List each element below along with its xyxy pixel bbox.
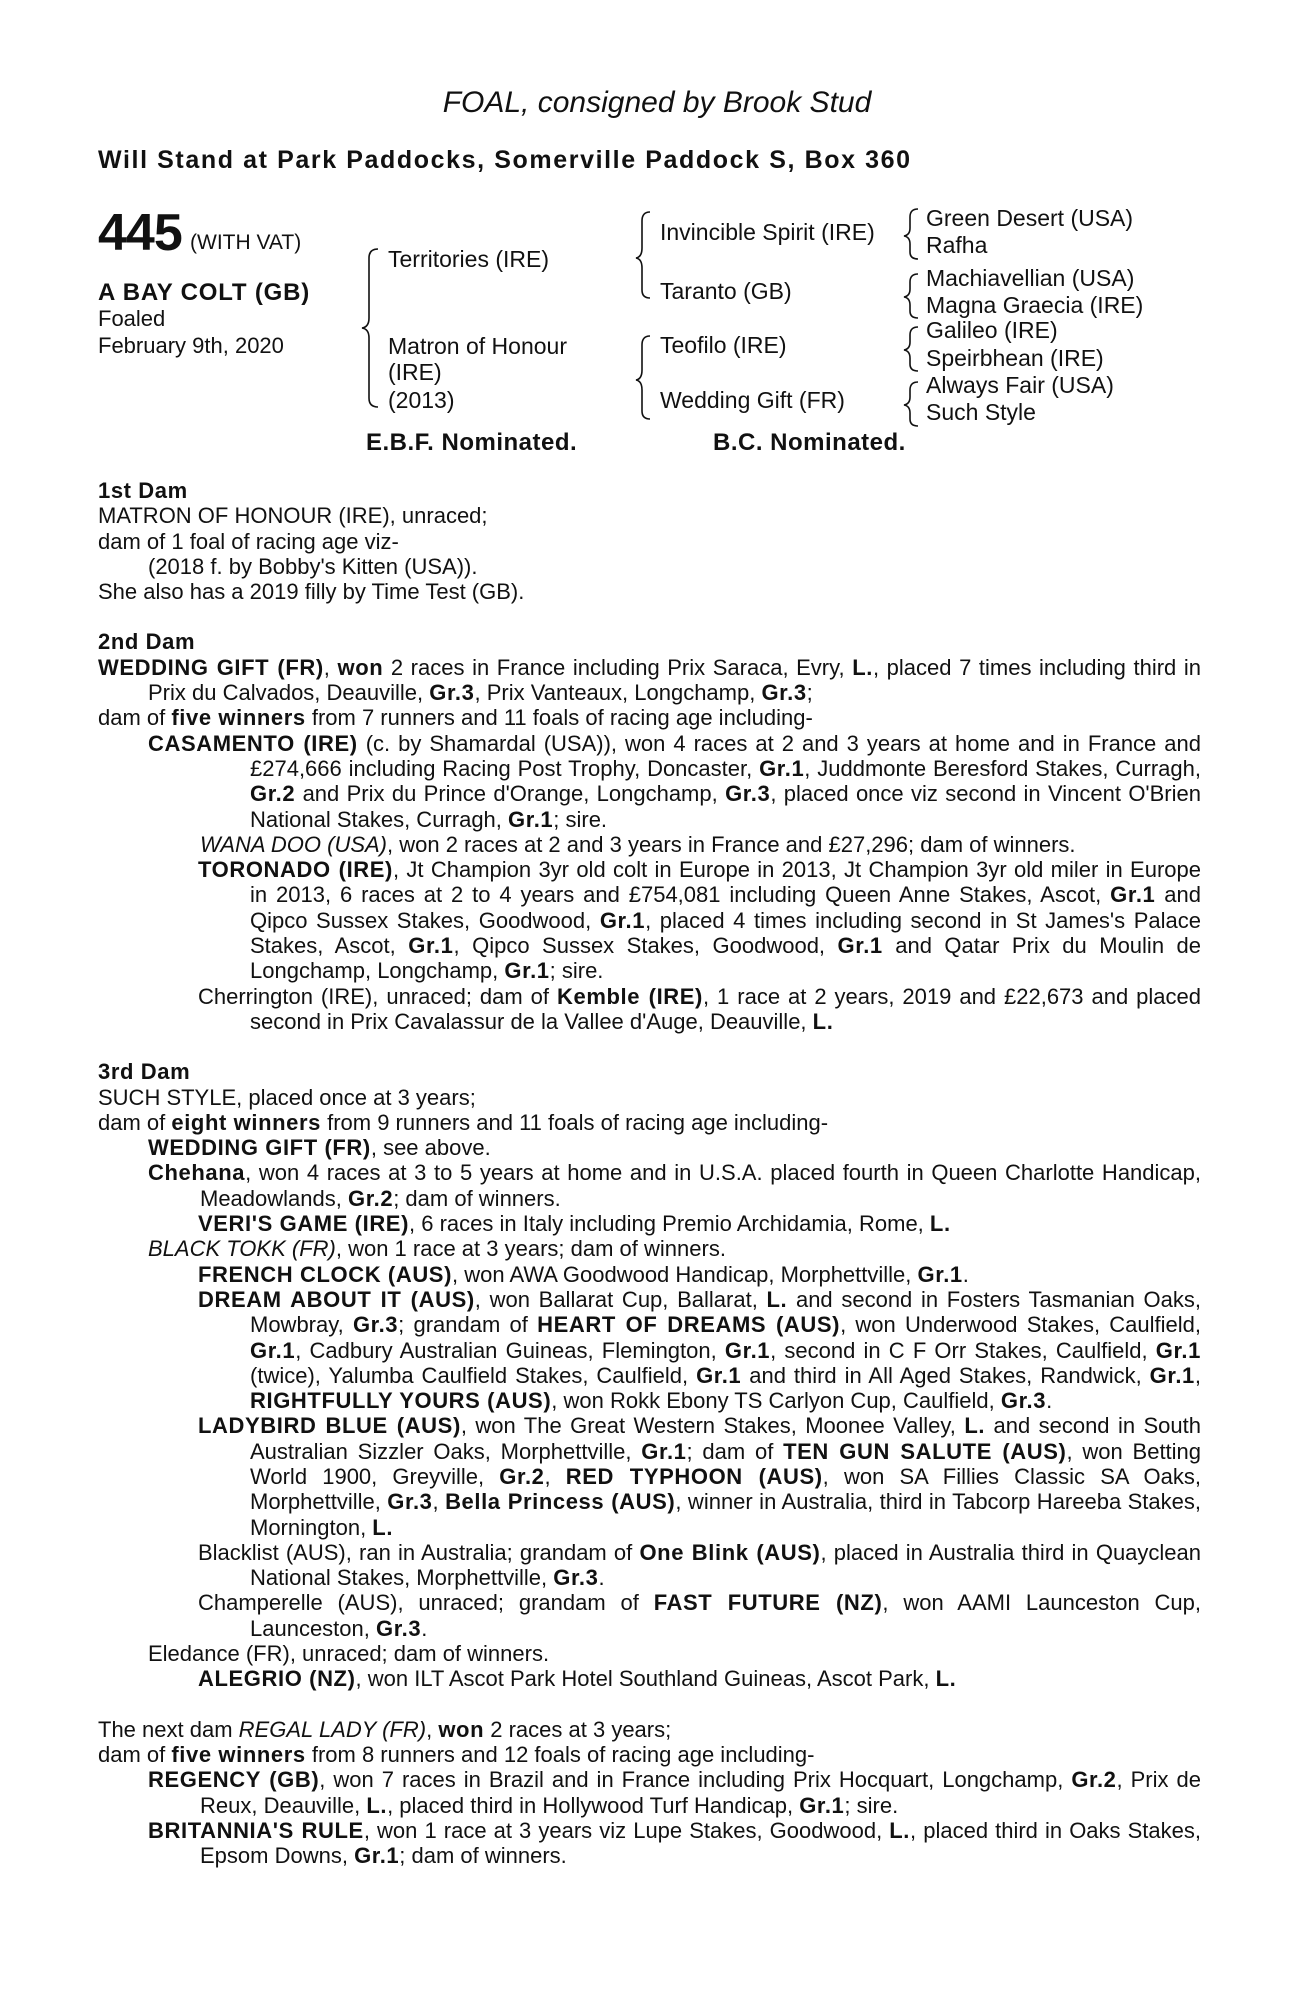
- text-run: , won Underwood Stakes, Caulfield,: [840, 1312, 1201, 1338]
- bold-run: DREAM ABOUT IT (AUS): [198, 1286, 475, 1312]
- first-dam-line: dam of 1 foal of racing age viz-: [98, 528, 399, 554]
- text-run: , won Rokk Ebony TS Carlyon Cup, Caulfield,: [551, 1388, 1001, 1414]
- pedigree-dam-sire: Teofilo (IRE): [660, 332, 787, 358]
- bracket-sire-dam: [362, 249, 378, 407]
- produce-entry: [198, 1590, 1201, 1641]
- vat-note: (WITH VAT): [190, 231, 302, 254]
- text-run: and Prix du Prince d'Orange, Longchamp,: [295, 781, 726, 807]
- first-dam-line: MATRON OF HONOUR (IRE), unraced;: [98, 503, 488, 529]
- bold-run: RED TYPHOON (AUS): [565, 1463, 823, 1489]
- bold-run: Gr.3: [429, 680, 475, 706]
- bold-run: RIGHTFULLY YOURS (AUS): [250, 1388, 552, 1414]
- text-run: (twice), Yalumba Caulfield Stakes, Caulfield,: [250, 1362, 697, 1388]
- produce-entry: [148, 1767, 1201, 1818]
- text-run: , Juddmonte Beresford Stakes, Curragh,: [804, 755, 1201, 781]
- text-run: ; sire.: [549, 958, 604, 984]
- text-run: ,: [1194, 1362, 1201, 1388]
- pedigree-dds: Always Fair (USA): [926, 372, 1114, 398]
- bracket-dam-parents: [636, 336, 650, 419]
- bold-run: WEDDING GIFT (FR): [98, 654, 324, 680]
- bold-run: L.: [935, 1666, 957, 1692]
- produce-entry: [98, 1135, 1201, 1160]
- pedigree-ssd: Rafha: [926, 232, 988, 258]
- pedigree-sire-dam: Taranto (GB): [660, 278, 792, 304]
- produce-entry: [98, 1666, 1201, 1691]
- foaled-label: Foaled: [98, 306, 166, 331]
- text-run: .: [962, 1261, 969, 1287]
- bold-run: TEN GUN SALUTE (AUS): [783, 1438, 1067, 1464]
- next-dam-record: [98, 1717, 1201, 1742]
- bold-run: Gr.3: [1000, 1388, 1047, 1414]
- text-run: dam of: [98, 705, 172, 731]
- second-dam-record: [98, 655, 1201, 706]
- text-run: 2 races at 3 years;: [484, 1716, 672, 1742]
- bold-run: Gr.3: [761, 680, 807, 706]
- produce-entry: [98, 1262, 1201, 1287]
- text-run: dam of: [98, 1109, 172, 1135]
- first-dam-note: She also has a 2019 filly by Time Test (GB).: [98, 579, 525, 605]
- bold-run: LADYBIRD BLUE (AUS): [198, 1413, 461, 1439]
- text-run: , 1 race at 2 years, 2019 and £22,673 and placed second in Prix Cavalassur de la Vallee d'Auge, Deauville,: [250, 983, 1201, 1034]
- text-run: , won Betting World 1900, Greyville,: [250, 1438, 1202, 1489]
- third-dam-record: [98, 1085, 1201, 1110]
- text-run: ; sire.: [553, 806, 608, 832]
- produce-entry: [148, 1160, 1201, 1211]
- pedigree-ddd: Such Style: [926, 399, 1036, 425]
- bracket-sd-parents: [904, 274, 918, 318]
- bold-run: HEART OF DREAMS (AUS): [537, 1312, 841, 1338]
- bold-run: Gr.1: [250, 1337, 296, 1363]
- third-dam-heading: 3rd Dam: [98, 1059, 191, 1085]
- text-run: (c. by Shamardal (USA)), won 4 races at 2 and 3 years at home and in France and £274,666 including Racing Post Trophy, Doncaster,: [250, 730, 1201, 781]
- bold-run: Gr.1: [599, 907, 646, 933]
- produce-entry: [98, 1236, 1201, 1261]
- bold-run: L.: [964, 1413, 986, 1439]
- produce-entry: [98, 832, 1201, 857]
- bold-run: Gr.3: [553, 1565, 599, 1591]
- text-run: ;: [806, 680, 813, 706]
- bold-run: L.: [812, 1008, 834, 1034]
- bold-run: TORONADO (IRE): [198, 857, 393, 883]
- text-run: from 9 runners and 11 foals of racing age including-: [320, 1109, 829, 1135]
- pedigree-dam-year: (2013): [388, 387, 455, 413]
- text-run: ; dam of: [686, 1438, 784, 1464]
- bold-run: L.: [366, 1792, 388, 1818]
- text-run: SUCH STYLE, placed once at 3 years;: [98, 1084, 476, 1110]
- bold-run: Gr.1: [508, 806, 554, 832]
- stand-location: Will Stand at Park Paddocks, Somerville Paddock S, Box 360: [98, 146, 912, 174]
- pedigree-dam-country: (IRE): [388, 359, 442, 385]
- foaled-date: February 9th, 2020: [98, 333, 284, 358]
- bold-run: eight winners: [171, 1109, 321, 1135]
- bold-run: VERI'S GAME (IRE): [198, 1211, 410, 1237]
- bold-run: L.: [889, 1817, 911, 1843]
- bold-run: CASAMENTO (IRE): [148, 730, 358, 756]
- bold-run: Gr.3: [352, 1312, 399, 1338]
- bold-run: Gr.2: [250, 781, 296, 807]
- text-run: 2 races in France including Prix Saraca, Evry,: [383, 654, 853, 680]
- text-run: , placed once viz second in Vincent O'Brien National Stakes, Curragh,: [250, 781, 1201, 832]
- bold-run: FRENCH CLOCK (AUS): [198, 1261, 453, 1287]
- bold-run: Gr.3: [375, 1615, 422, 1641]
- bold-run: won: [337, 654, 384, 680]
- text-run: , won 7 races in Brazil and in France including Prix Hocquart, Longchamp,: [319, 1767, 1072, 1793]
- bold-run: FAST FUTURE (NZ): [653, 1590, 883, 1616]
- text-run: The next dam: [98, 1716, 239, 1742]
- pedigree-sire: Territories (IRE): [388, 246, 550, 272]
- bold-run: Gr.1: [408, 933, 454, 959]
- text-run: , see above.: [370, 1135, 491, 1161]
- bold-run: Gr.1: [724, 1337, 771, 1363]
- bold-run: L.: [372, 1514, 394, 1540]
- bold-run: L.: [852, 654, 873, 680]
- bc-nominated: B.C. Nominated.: [713, 429, 906, 456]
- text-run: Champerelle (AUS), unraced; grandam of: [198, 1590, 654, 1616]
- text-run: and second in South Australian Sizzler Oaks, Morphettville,: [250, 1413, 1201, 1464]
- text-run: dam of: [98, 1741, 172, 1767]
- bold-run: ALEGRIO (NZ): [198, 1666, 356, 1692]
- bold-run: Gr.1: [799, 1792, 845, 1818]
- text-run: , placed 7 times including third in Prix du Calvados, Deauville,: [148, 654, 1201, 706]
- second-dam-produce-summary: [98, 705, 1201, 730]
- text-run: ; dam of winners.: [399, 1843, 567, 1869]
- produce-entry: [148, 1818, 1201, 1869]
- text-run: , 6 races in Italy including Premio Archidamia, Rome,: [409, 1211, 930, 1237]
- text-run: , placed 4 times including second in St James's Palace Stakes, Ascot,: [250, 907, 1201, 959]
- produce-entry: [198, 984, 1201, 1035]
- text-run: , won The Great Western Stakes, Moonee Valley,: [460, 1413, 965, 1439]
- text-run: ,: [426, 1716, 439, 1742]
- bold-run: Gr.1: [696, 1362, 742, 1388]
- text-run: , won 4 races at 3 to 5 years at home and in U.S.A. placed fourth in Queen Charlotte Handicap, Meadowlands,: [200, 1160, 1201, 1211]
- produce-entry: [148, 857, 1201, 983]
- text-run: , won 1 race at 3 years; dam of winners.: [335, 1236, 726, 1262]
- bold-run: Kemble (IRE): [557, 983, 703, 1009]
- text-run: .: [1046, 1388, 1053, 1414]
- text-run: , Jt Champion 3yr old colt in Europe in 2013, Jt Champion 3yr old miler in Europe in 2013, 6 races at 2 to 4 years and £754,081 including Queen Anne Stakes, Ascot,: [250, 857, 1201, 908]
- bold-run: Gr.1: [1155, 1337, 1201, 1363]
- pedigree-dam: Matron of Honour: [388, 333, 567, 359]
- text-run: and third in All Aged Stakes, Randwick,: [741, 1362, 1150, 1388]
- bracket-dd-parents: [904, 382, 918, 426]
- bold-run: Gr.3: [387, 1489, 433, 1515]
- first-dam-heading: 1st Dam: [98, 478, 188, 503]
- produce-entry: [98, 1211, 1201, 1236]
- produce-entry: [198, 1413, 1201, 1539]
- pedigree-sdd: Magna Graecia (IRE): [926, 292, 1144, 318]
- text-run: Cherrington (IRE), unraced; dam of: [198, 983, 557, 1009]
- bold-run: Gr.2: [499, 1463, 545, 1489]
- bold-run: Gr.1: [504, 958, 550, 984]
- italic-run: BLACK TOKK (FR): [148, 1236, 336, 1262]
- catalogue-body: [98, 478, 1201, 1868]
- bold-run: Gr.1: [354, 1843, 400, 1869]
- bold-run: Gr.1: [641, 1438, 687, 1464]
- bold-run: Gr.2: [347, 1185, 394, 1211]
- text-run: , winner in Australia, third in Tabcorp Hareeba Stakes, Mornington,: [250, 1489, 1202, 1540]
- bracket-sire-parents: [636, 212, 650, 298]
- bold-run: Gr.1: [1110, 882, 1156, 908]
- produce-entry: [98, 731, 1201, 832]
- ebf-nominated: E.B.F. Nominated.: [366, 429, 578, 456]
- text-run: .: [598, 1565, 605, 1591]
- produce-entry: [98, 1641, 1201, 1666]
- pedigree-dss: Galileo (IRE): [926, 317, 1058, 343]
- text-run: , won AWA Goodwood Handicap, Morphettville,: [452, 1261, 918, 1287]
- produce-entry: [198, 1287, 1201, 1413]
- text-run: , placed third in Hollywood Turf Handicap,: [387, 1792, 800, 1818]
- bold-run: BRITANNIA'S RULE: [148, 1817, 364, 1843]
- pedigree-dsd: Speirbhean (IRE): [926, 345, 1104, 371]
- text-run: Blacklist (AUS), ran in Australia; grandam of: [198, 1539, 640, 1565]
- text-run: , Prix de Reux, Deauville,: [200, 1767, 1201, 1818]
- text-run: .: [421, 1615, 428, 1641]
- pedigree-sss: Green Desert (USA): [926, 205, 1134, 231]
- bold-run: won: [438, 1716, 485, 1742]
- text-run: , Qipco Sussex Stakes, Goodwood,: [453, 933, 838, 959]
- text-run: , placed in Australia third in Quayclean National Stakes, Morphettville,: [250, 1539, 1202, 1591]
- bracket-ds-parents: [904, 327, 918, 371]
- text-run: ; sire.: [844, 1792, 899, 1818]
- text-run: , Prix Vanteaux, Longchamp,: [474, 680, 762, 706]
- text-run: Eledance (FR), unraced; dam of winners.: [148, 1641, 550, 1667]
- bold-run: WEDDING GIFT (FR): [148, 1135, 371, 1161]
- text-run: , Cadbury Australian Guineas, Flemington,: [295, 1337, 725, 1363]
- bold-run: Gr.1: [1149, 1362, 1195, 1388]
- bold-run: five winners: [171, 1741, 306, 1767]
- text-run: and Qipco Sussex Stakes, Goodwood,: [250, 882, 1201, 933]
- italic-run: REGAL LADY (FR): [238, 1716, 427, 1742]
- text-run: and second in Fosters Tasmanian Oaks, Mowbray,: [250, 1286, 1201, 1338]
- bold-run: Gr.3: [725, 781, 771, 807]
- bold-run: Gr.1: [837, 933, 883, 959]
- text-run: from 8 runners and 12 foals of racing age including-: [305, 1741, 815, 1767]
- pedigree-sire-sire: Invincible Spirit (IRE): [660, 219, 875, 245]
- bold-run: L.: [929, 1211, 951, 1237]
- text-run: ,: [323, 654, 338, 680]
- text-run: , won 1 race at 3 years viz Lupe Stakes, Goodwood,: [363, 1817, 890, 1843]
- second-dam-heading: 2nd Dam: [98, 629, 196, 655]
- bold-run: One Blink (AUS): [639, 1539, 821, 1565]
- bold-run: REGENCY (GB): [148, 1767, 320, 1793]
- text-run: , second in C F Orr Stakes, Caulfield,: [770, 1337, 1156, 1363]
- bracket-ss-parents: [904, 209, 918, 259]
- next-dam-produce-summary: [98, 1742, 1201, 1767]
- text-run: , won ILT Ascot Park Hotel Southland Guineas, Ascot Park,: [355, 1666, 936, 1692]
- bold-run: Gr.1: [917, 1261, 963, 1287]
- text-run: from 7 runners and 11 foals of racing age including-: [305, 705, 813, 731]
- bold-run: Chehana: [148, 1160, 246, 1186]
- italic-run: WANA DOO (USA): [200, 831, 388, 857]
- consigned-by-heading: FOAL, consigned by Brook Stud: [442, 86, 872, 119]
- pedigree-dam-dam: Wedding Gift (FR): [660, 387, 845, 413]
- bold-run: Gr.2: [1071, 1767, 1117, 1793]
- third-dam-produce-summary: [98, 1110, 1201, 1135]
- text-run: , placed third in Oaks Stakes, Epsom Downs,: [200, 1817, 1201, 1869]
- text-run: , won 2 races at 2 and 3 years in France and £27,296; dam of winners.: [387, 831, 1076, 857]
- text-run: and Qatar Prix du Moulin de Longchamp, Longchamp,: [250, 933, 1202, 984]
- text-run: , won Ballarat Cup, Ballarat,: [474, 1286, 767, 1312]
- first-dam-foal: (2018 f. by Bobby's Kitten (USA)).: [148, 553, 478, 579]
- text-run: ; grandam of: [398, 1312, 538, 1338]
- pedigree-sds: Machiavellian (USA): [926, 265, 1135, 291]
- text-run: , won SA Fillies Classic SA Oaks, Morphettville,: [250, 1463, 1201, 1515]
- produce-entry: [198, 1540, 1201, 1591]
- bold-run: Bella Princess (AUS): [445, 1489, 676, 1515]
- text-run: ,: [544, 1463, 566, 1489]
- lot-number: 445: [98, 204, 182, 262]
- text-run: , won AAMI Launceston Cup, Launceston,: [250, 1590, 1201, 1641]
- bold-run: Gr.1: [759, 755, 805, 781]
- bold-run: L.: [766, 1286, 788, 1312]
- text-run: ; dam of winners.: [393, 1185, 561, 1211]
- lot-description: A BAY COLT (GB): [98, 279, 311, 306]
- text-run: ,: [432, 1489, 446, 1515]
- bold-run: five winners: [171, 705, 306, 731]
